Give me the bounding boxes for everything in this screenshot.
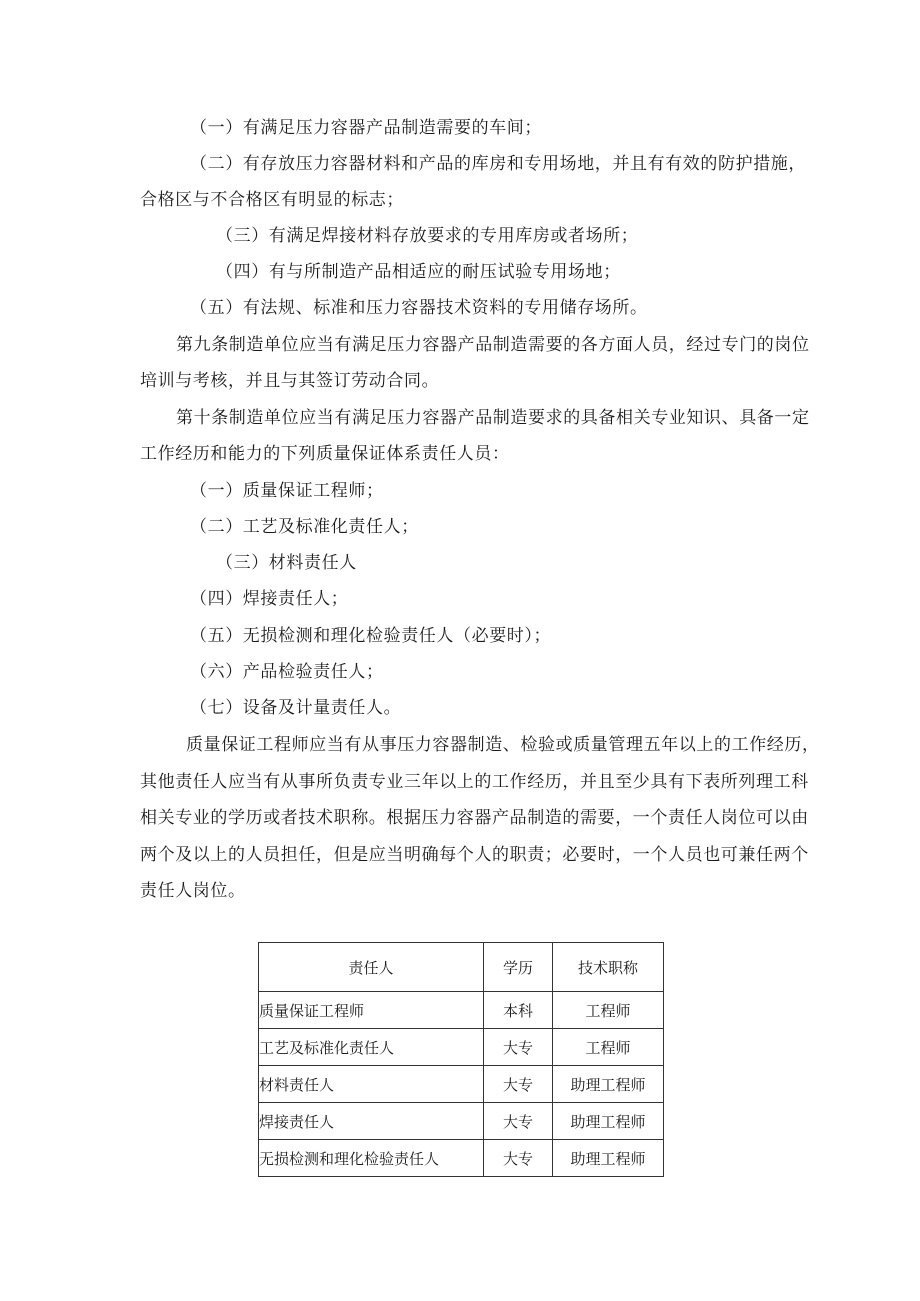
cell-title: 工程师 [553, 992, 664, 1029]
paragraph-line: 培训与考核，并且与其签订劳动合同。 [140, 371, 440, 391]
cell-education: 大专 [484, 1029, 553, 1066]
paragraph-line: 其他责任人应当有从事所负责专业三年以上的工作经历，并且至少具有下表所列理工科 [140, 772, 809, 792]
cell-role: 工艺及标准化责任人 [259, 1029, 484, 1066]
paragraph-line: 第十条制造单位应当有满足压力容器产品制造要求的具备相关专业知识、具备一定 [176, 408, 810, 428]
paragraph-line: （三）有满足焊接材料存放要求的专用库房或者场所； [216, 226, 639, 246]
cell-education: 大专 [484, 1066, 553, 1103]
cell-title: 工程师 [553, 1029, 664, 1066]
table-row [259, 1029, 664, 1066]
responsibility-table [258, 942, 664, 1177]
cell-title: 助理工程师 [553, 1140, 664, 1177]
table-row [259, 1140, 664, 1177]
paragraph-line: 两个及以上的人员担任，但是应当明确每个人的职责；必要时，一个人员也可兼任两个 [140, 845, 809, 865]
paragraph-line: （七）设备及计量责任人。 [190, 698, 402, 718]
cell-role: 无损检测和理化检验责任人 [259, 1140, 484, 1177]
cell-role: 焊接责任人 [259, 1103, 484, 1140]
paragraph-line: 第九条制造单位应当有满足压力容器产品制造需要的各方面人员，经过专门的岗位 [176, 335, 810, 355]
paragraph-line: （一）有满足压力容器产品制造需要的车间； [190, 118, 542, 138]
header-technical-title: 技术职称 [553, 943, 664, 992]
table-header-row [259, 943, 664, 992]
cell-role: 质量保证工程师 [259, 992, 484, 1029]
table-row [259, 1103, 664, 1140]
paragraph-line: （五）有法规、标准和压力容器技术资料的专用储存场所。 [190, 298, 648, 318]
cell-education: 大专 [484, 1103, 553, 1140]
cell-education: 本科 [484, 992, 553, 1029]
paragraph-line: （五）无损检测和理化检验责任人（必要时）； [190, 626, 552, 646]
paragraph-line: 责任人岗位。 [140, 881, 246, 901]
paragraph-line: （三）材料责任人 [216, 553, 357, 573]
paragraph-line: （四）有与所制造产品相适应的耐压试验专用场地； [216, 262, 621, 282]
cell-title: 助理工程师 [553, 1066, 664, 1103]
paragraph-line: （二）有存放压力容器材料和产品的库房和专用场地，并且有有效的防护措施， [190, 154, 806, 174]
paragraph-line: （四）焊接责任人； [190, 589, 349, 609]
cell-education: 大专 [484, 1140, 553, 1177]
cell-title: 助理工程师 [553, 1103, 664, 1140]
paragraph-line: 相关专业的学历或者技术职称。根据压力容器产品制造的需要，一个责任人岗位可以由 [140, 808, 809, 828]
header-responsible-person: 责任人 [259, 943, 484, 992]
header-education: 学历 [484, 943, 553, 992]
paragraph-line: （一）质量保证工程师； [190, 481, 384, 501]
paragraph-line: （二）工艺及标准化责任人； [190, 517, 419, 537]
paragraph-line: 合格区与不合格区有明显的标志； [140, 190, 404, 210]
paragraph-line: （六）产品检验责任人； [190, 662, 384, 682]
paragraph-line: 质量保证工程师应当有从事压力容器制造、检验或质量管理五年以上的工作经历， [186, 735, 820, 755]
table-row [259, 1066, 664, 1103]
paragraph-line: 工作经历和能力的下列质量保证体系责任人员： [140, 444, 510, 464]
table-row [259, 992, 664, 1029]
cell-role: 材料责任人 [259, 1066, 484, 1103]
